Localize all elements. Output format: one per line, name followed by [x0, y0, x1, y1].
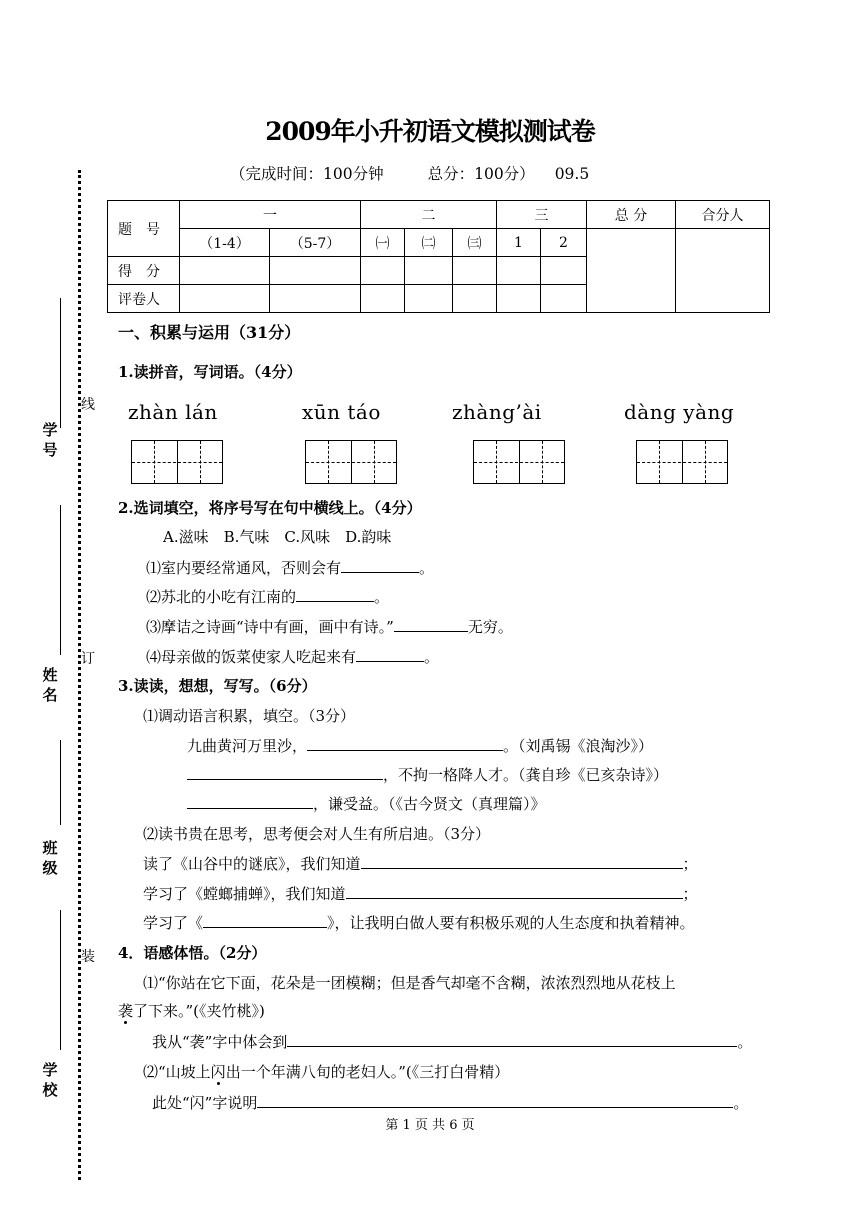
answer-blank[interactable] [356, 646, 424, 662]
q4-line-1: 我从“袭”字中体会到 。 [152, 1033, 753, 1051]
binding-dotted-line [78, 170, 81, 1180]
student-id-line [60, 298, 61, 428]
score-cell[interactable] [180, 257, 270, 285]
reviewer-cell[interactable] [361, 285, 405, 313]
pinyin-2: xūn táo [302, 400, 381, 424]
score-table [107, 200, 770, 313]
answer-blank[interactable] [341, 557, 419, 573]
score-cell[interactable] [270, 257, 361, 285]
answer-blank[interactable] [307, 735, 503, 751]
answer-blank[interactable] [394, 616, 468, 632]
student-id-label: 学号 [42, 421, 58, 459]
sub-header: 2 [541, 229, 587, 257]
q3-line-3: ，谦受益。（《古今贤文（真理篇）》 [187, 793, 546, 814]
writing-grid-1[interactable] [131, 440, 223, 484]
school-line [60, 910, 61, 1050]
sub-header: 1 [497, 229, 541, 257]
pinyin-4: dàng yàng [624, 400, 735, 424]
reviewer-cell[interactable] [180, 285, 270, 313]
q2-item-1: ⑴室内要经常通风，否则会有 。 [146, 559, 435, 577]
reviewer-cell[interactable] [270, 285, 361, 313]
binding-mark-bind: 装 [81, 949, 95, 965]
q4-part-2: ⑵“山坡上闪出一个年满八旬的老妇人。”(《三打白骨精） [143, 1063, 510, 1081]
name-line [60, 505, 61, 655]
q3-part-1: ⑴调动语言积累，填空。（3分） [143, 707, 356, 725]
score-cell[interactable] [405, 257, 453, 285]
pinyin-3: zhàng’ài [452, 400, 542, 424]
answer-blank[interactable] [361, 853, 683, 869]
school-label: 学校 [42, 1061, 58, 1099]
sub-header: （1-4） [180, 229, 270, 257]
header-reviewer-total: 合分人 [676, 201, 770, 229]
sub-header: ㈠ [361, 229, 405, 257]
answer-blank[interactable] [257, 1092, 733, 1108]
total-score-cell[interactable] [587, 229, 676, 313]
score-cell[interactable] [453, 257, 497, 285]
score-cell[interactable] [361, 257, 405, 285]
score-cell[interactable] [497, 257, 541, 285]
header-question-number: 题 号 [108, 201, 180, 257]
q1-stem: 1.读拼音，写词语。（4分） [118, 363, 302, 381]
section-1-heading: 一、积累与运用（31分） [118, 323, 301, 342]
q3-line-5: 学习了《螳螂捕蝉》，我们知道 ； [143, 885, 698, 903]
q3-line-1: 九曲黄河万里沙， 。（刘禹锡《浪淘沙》） [187, 737, 654, 755]
q2-options: A.滋味 B.气味 C.风味 D.韵味 [163, 528, 392, 546]
score-cell[interactable] [541, 257, 587, 285]
class-label: 班级 [42, 839, 58, 877]
header-section-1: 一 [180, 201, 361, 229]
q4-stem: 4．语感体悟。（2分） [118, 944, 267, 962]
q2-item-4: ⑷母亲做的饭菜使家人吃起来有 。 [146, 648, 440, 666]
exam-title: 2009年小升初语文模拟测试卷 [265, 117, 595, 146]
header-section-3: 三 [497, 201, 587, 229]
page-footer: 第 1 页 共 6 页 [385, 1118, 475, 1133]
answer-blank[interactable] [187, 764, 383, 780]
answer-blank[interactable] [296, 586, 374, 602]
answer-blank[interactable] [187, 793, 313, 809]
reviewer-cell[interactable] [453, 285, 497, 313]
pinyin-1: zhàn lán [128, 400, 218, 424]
q3-stem: 3.读读，想想，写写。（6分） [118, 677, 317, 695]
q2-stem: 2.选词填空，将序号写在句中横线上。（4分） [118, 499, 422, 517]
q2-item-2: ⑵苏北的小吃有江南的 。 [146, 588, 390, 606]
q4-line-2: 此处“闪”字说明 。 [152, 1094, 749, 1112]
class-line [60, 740, 61, 825]
q3-line-6: 学习了《 》，让我明白做人要有积极乐观的人生态度和执着精神。 [143, 914, 695, 932]
score-row-label: 得 分 [108, 257, 180, 285]
exam-total-score: 总分：100分） [427, 165, 535, 183]
binding-mark-staple: 订 [81, 651, 95, 667]
answer-blank[interactable] [203, 912, 327, 928]
reviewer-cell[interactable] [541, 285, 587, 313]
exam-time: （完成时间：100分钟 [230, 165, 384, 183]
q4-part-1-cont: 袭了下来。”(《夹竹桃》) [118, 1002, 265, 1020]
writing-grid-2[interactable] [305, 440, 397, 484]
header-total: 总 分 [587, 201, 676, 229]
binding-mark-line: 线 [81, 397, 95, 413]
sub-header: （5-7） [270, 229, 361, 257]
exam-date: 09.5 [554, 165, 590, 183]
q4-part-1: ⑴“你站在它下面，花朵是一团模糊；但是香气却毫不含糊，浓浓烈烈地从花枝上 [143, 974, 676, 992]
name-label: 姓名 [42, 666, 58, 704]
reviewer-total-cell[interactable] [676, 229, 770, 313]
reviewer-cell[interactable] [497, 285, 541, 313]
exam-subtitle [230, 162, 589, 184]
answer-blank[interactable] [287, 1031, 737, 1047]
q3-line-4: 读了《山谷中的谜底》，我们知道 ； [143, 855, 698, 873]
writing-grid-3[interactable] [473, 440, 565, 484]
answer-blank[interactable] [346, 883, 683, 899]
q3-part-2: ⑵读书贵在思考，思考便会对人生有所启迪。（3分） [143, 825, 491, 843]
sub-header: ㈡ [405, 229, 453, 257]
q2-item-3: ⑶摩诘之诗画“诗中有画，画中有诗。” 无穷。 [146, 618, 513, 636]
writing-grid-4[interactable] [636, 440, 728, 484]
q3-line-2: ，不拘一格降人才。（龚自珍《已亥杂诗》） [187, 764, 668, 785]
reviewer-row-label: 评卷人 [108, 285, 180, 313]
sub-header: ㈢ [453, 229, 497, 257]
header-section-2: 二 [361, 201, 497, 229]
reviewer-cell[interactable] [405, 285, 453, 313]
